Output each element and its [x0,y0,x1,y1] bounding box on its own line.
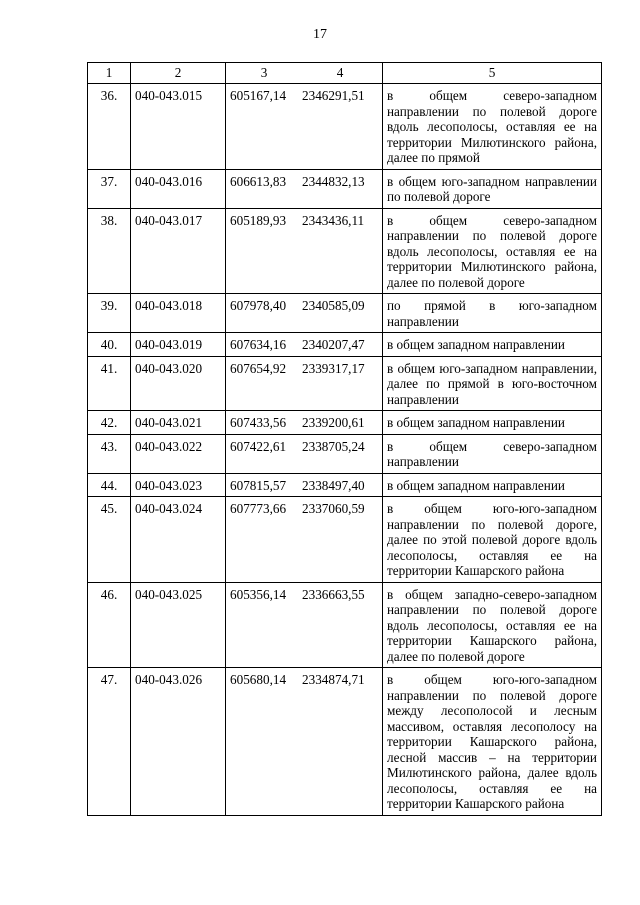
coordinate-y: 2336663,55 [300,582,383,668]
row-number: 42. [88,411,131,435]
table-row [88,497,602,583]
coordinate-x: 605167,14 [226,84,301,170]
coordinate-y: 2338497,40 [300,473,383,497]
page-number: 17 [313,27,327,42]
header-col-3: 3 [226,63,301,84]
boundary-description: в общем западно-северо-западном направлении по полевой дороге вдоль лесополосы, оставляя ее на территории Кашарского района, далее по полевой дороге [383,582,602,668]
coordinate-x: 605189,93 [226,208,301,294]
table-row [88,434,602,473]
table-header-row [88,63,602,84]
header-col-1: 1 [88,63,131,84]
table-row [88,333,602,357]
row-number: 36. [88,84,131,170]
coordinate-y: 2343436,11 [300,208,383,294]
point-code: 040-043.018 [131,294,226,333]
row-number: 47. [88,668,131,816]
point-code: 040-043.016 [131,169,226,208]
point-code: 040-043.017 [131,208,226,294]
point-code: 040-043.020 [131,356,226,411]
coordinate-y: 2346291,51 [300,84,383,170]
boundary-description: в общем западном направлении [383,473,602,497]
boundary-description: в общем юго-западном направлении по полевой дороге [383,169,602,208]
coordinate-y: 2344832,13 [300,169,383,208]
row-number: 43. [88,434,131,473]
point-code: 040-043.025 [131,582,226,668]
coordinate-x: 607773,66 [226,497,301,583]
row-number: 45. [88,497,131,583]
boundary-description: в общем юго-западном направлении, далее по прямой в юго-восточном направлении [383,356,602,411]
header-col-5: 5 [383,63,602,84]
coordinate-x: 607422,61 [226,434,301,473]
point-code: 040-043.019 [131,333,226,357]
boundary-description: в общем северо-западном направлении по полевой дороге вдоль лесополосы, оставляя ее на территории Милютинского района, далее по полевой дороге [383,208,602,294]
boundary-description: по прямой в юго-западном направлении [383,294,602,333]
boundary-points-table [87,62,602,816]
coordinate-y: 2339200,61 [300,411,383,435]
table-row [88,356,602,411]
coordinate-x: 607433,56 [226,411,301,435]
point-code: 040-043.022 [131,434,226,473]
header-col-2: 2 [131,63,226,84]
coordinate-x: 607815,57 [226,473,301,497]
table-row [88,84,602,170]
point-code: 040-043.021 [131,411,226,435]
coordinate-x: 605356,14 [226,582,301,668]
table-row [88,582,602,668]
row-number: 41. [88,356,131,411]
header-col-4: 4 [300,63,383,84]
point-code: 040-043.023 [131,473,226,497]
table-body [88,63,602,816]
boundary-description: в общем северо-западном направлении по полевой дороге вдоль лесополосы, оставляя ее на территории Милютинского района, далее по прямой [383,84,602,170]
point-code: 040-043.024 [131,497,226,583]
table-row [88,208,602,294]
coordinate-x: 606613,83 [226,169,301,208]
coordinate-y: 2337060,59 [300,497,383,583]
table-row [88,294,602,333]
point-code: 040-043.026 [131,668,226,816]
coordinate-y: 2340585,09 [300,294,383,333]
coordinate-x: 605680,14 [226,668,301,816]
coordinate-y: 2340207,47 [300,333,383,357]
coordinate-x: 607634,16 [226,333,301,357]
boundary-description: в общем северо-западном направлении [383,434,602,473]
boundary-description: в общем западном направлении [383,333,602,357]
coordinate-x: 607654,92 [226,356,301,411]
coordinate-y: 2334874,71 [300,668,383,816]
coordinate-x: 607978,40 [226,294,301,333]
table-row [88,473,602,497]
row-number: 46. [88,582,131,668]
boundary-description: в общем юго-юго-западном направлении по полевой дороге, далее по этой полевой дороге вдоль лесополосы, оставляя ее на территории Кашарского района [383,497,602,583]
point-code: 040-043.015 [131,84,226,170]
table-row [88,169,602,208]
row-number: 38. [88,208,131,294]
table-row [88,411,602,435]
boundary-description: в общем юго-юго-западном направлении по полевой дороге между лесополосой и лесным массивом, оставляя лесополосу на территории Кашарского района, лесной массив – на территории Милютинского района, далее вдоль лесополосы, оставляя ее на территории Кашарского района [383,668,602,816]
row-number: 40. [88,333,131,357]
row-number: 37. [88,169,131,208]
coordinate-y: 2338705,24 [300,434,383,473]
row-number: 39. [88,294,131,333]
row-number: 44. [88,473,131,497]
table-row [88,668,602,816]
coordinate-y: 2339317,17 [300,356,383,411]
boundary-description: в общем западном направлении [383,411,602,435]
